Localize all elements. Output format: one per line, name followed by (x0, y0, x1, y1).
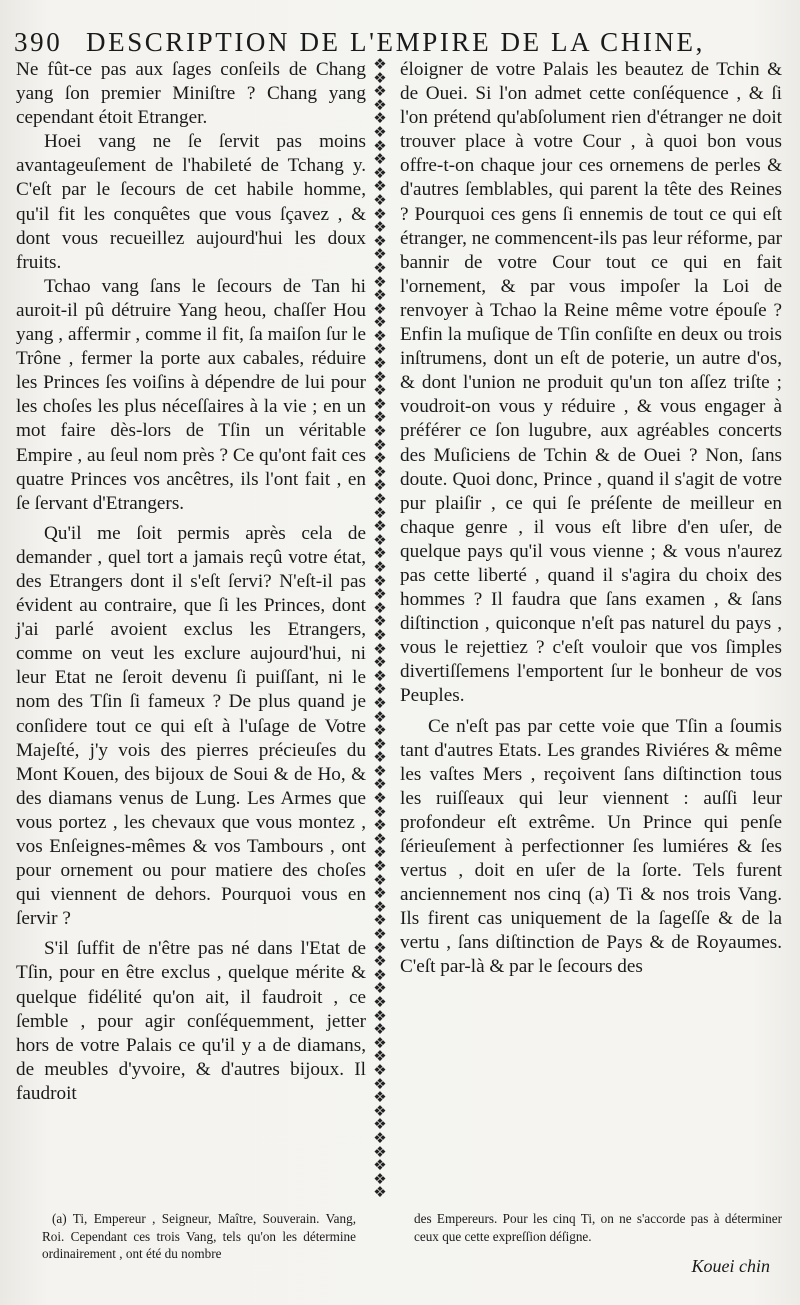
footnote-right: des Empereurs. Pour les cinq Ti, on ne s'accorde pas à déterminer ceux que cette expreſſion déſigne. (414, 1211, 782, 1244)
right-paragraph-2: Ce n'eſt pas par cette voie que Tſin a ſoumis tant d'autres Etats. Les grandes Riviéres & même les vaſtes Mers , reçoivent ſans diſtinction tous les ruiſſeaux qui leur viennent : auſſi leur profondeur eſt extrême. Un Prince qui penſe ſérieuſement à perfectionner ſes lumiéres & ſes vertus , doit en uſer de la ſorte. Tels furent anciennement nos cinq (a) Ti & nos trois Vang. Ils firent cas uniquement de la ſageſſe & de la vertu , ſans diſtinction de Pays & de Royaumes. C'eſt par-là & par le ſecours des (400, 715, 782, 978)
left-paragraph-1: Ne fût-ce pas aux ſages conſeils de Chang yang ſon premier Miniſtre ? Chang yang cependant étoit Etranger. (16, 59, 366, 129)
left-column (16, 58, 366, 1106)
column-divider-ornament: ❖ ❖ ❖ ❖ ❖ ❖ ❖ ❖ ❖ ❖ ❖ ❖ ❖ ❖ ❖ ❖ ❖ ❖ ❖ ❖ ❖ ❖ ❖ ❖ ❖ ❖ ❖ ❖ ❖ ❖ ❖ ❖ ❖ ❖ ❖ ❖ ❖ ❖ ❖ ❖ ❖ ❖ ❖ ❖ ❖ ❖ ❖ ❖ ❖ ❖ ❖ ❖ ❖ ❖ ❖ ❖ ❖ ❖ ❖ ❖ ❖ ❖ ❖ ❖ ❖ ❖ ❖ ❖ ❖ ❖ ❖ ❖ ❖ ❖ ❖ ❖ ❖ ❖ ❖ ❖ ❖ ❖ ❖ ❖ (373, 55, 387, 1202)
right-paragraph-1: éloigner de votre Palais les beautez de Tchin & de Ouei. Si l'on admet cette conſéquence , & ſi l'on prétend qu'abſolument rien d'étranger ne doit trouver place à votre Cour , à quoi bon vous offre-t-on chaque jour ces ornemens de perles & d'autres ſemblables, qui parent la tête des Reines ? Pourquoi ces gens ſi ennemis de tout ce qui eſt étranger, ne commencent-ils pas leur réforme, par bannir de votre Cour tout ce qui en fait l'ornement, & par vous impoſer la Loi de renvoyer à Tchao la Reine même votre épouſe ? Enfin la muſique de Tſin conſiſte en deux ou trois inſtrumens, dont un eſt de poterie, un autre d'os, & dont l'union ne produit qu'un ton aſſez triſte ; voudroit-on vous y réduire , & vous engager à préférer ce ſon lugubre, aux agréables concerts des Muſiciens de Tchin & de Ouei ? Non, ſans doute. Quoi donc, Prince , quand il s'agit de votre pur plaiſir , ce qui ſe préſente de meilleur en chaque genre , il vous eſt libre d'en uſer, de quelque pays qu'il vous vienne ; & vous n'aurez pas cette liberté , quand il s'agira du choix des hommes ? Il faudra que ſans examen , & ſans diſtinction , quiconque n'eſt pas naturel du pays , vous le rejettiez ? c'eſt vouloir que vos ſimples divertiſſemens l'emportent ſur le bonheur de vos Peuples. (400, 59, 782, 707)
left-paragraph-3: Tchao vang ſans le ſecours de Tan hi auroit-il pû détruire Yang heou, chaſſer Hou yang , affermir , comme il fit, ſa maiſon ſur le Trône , fermer la porte aux cabales, réduire les Princes ſes voiſins à dépendre de lui pour les choſes les plus néceſſaires à la vie ; en un mot faire dès-lors de Tſin un véritable Empire , au ſeul nom près ? Ce qu'ont fait ces quatre Princes vos ancêtres, ils l'ont fait , en ſe ſervant d'Etrangers. (16, 275, 366, 514)
running-title: DESCRIPTION DE L'EMPIRE DE LA CHINE, (86, 27, 705, 57)
left-paragraph-4: Qu'il me ſoit permis après cela de demander , quel tort a jamais reçû votre état, des Etrangers dont il s'eſt ſervi? N'eſt-il pas évident au contraire, que ſi les Princes, dont j'ai parlé avoient exclus les Etrangers, comme on veut les exclure aujourd'hui, ni leur Etat ne ſeroit devenu ſi puiſſant, ni le nom des Tſin ſi fameux ? De plus quand je conſidere tout ce qui eſt à l'uſage de Votre Majeſté, j'y vois des pierres précieuſes du Mont Kouen, des bijoux de Soui & de Ho, & des diamans venus de Lung. Les Armes que vous portez , les chevaux que vous montez , vos Enſeignes-mêmes & vos Tambours , ont pour ornement ou pour matiere des choſes qui viennent de dehors. Pourquoi vous en ſervir ? (16, 522, 366, 930)
left-paragraph-2: Hoei vang ne ſe ſervit pas moins avantageuſement de l'habileté de Tchang y. C'eſt par le ſecours de cet habile homme, qu'il fit les conquêtes que vous ſçavez , & dont vous recueillez aujourd'hui les doux fruits. (16, 131, 366, 273)
page-number: 390 (14, 27, 63, 57)
footnote-left: (a) Ti, Empereur , Seigneur, Maître, Souverain. Vang, Roi. Cependant ces trois Vang, tels qu'on les détermine ordinairement , ont été du nombre (42, 1211, 356, 1261)
catchword: Kouei chin (691, 1256, 770, 1276)
left-paragraph-5: S'il ſuffit de n'être pas né dans l'Etat de Tſin, pour en être exclus , quelque mérite & quelque fidélité qu'on ait, il faudroit , ce ſemble , pour agir conſéquemment, jetter hors de votre Palais ce qu'il y a de diamans, de meubles d'yvoire, & d'autres bijoux. Il faudroit (16, 938, 366, 1104)
right-column (400, 58, 782, 980)
running-header (14, 22, 784, 62)
